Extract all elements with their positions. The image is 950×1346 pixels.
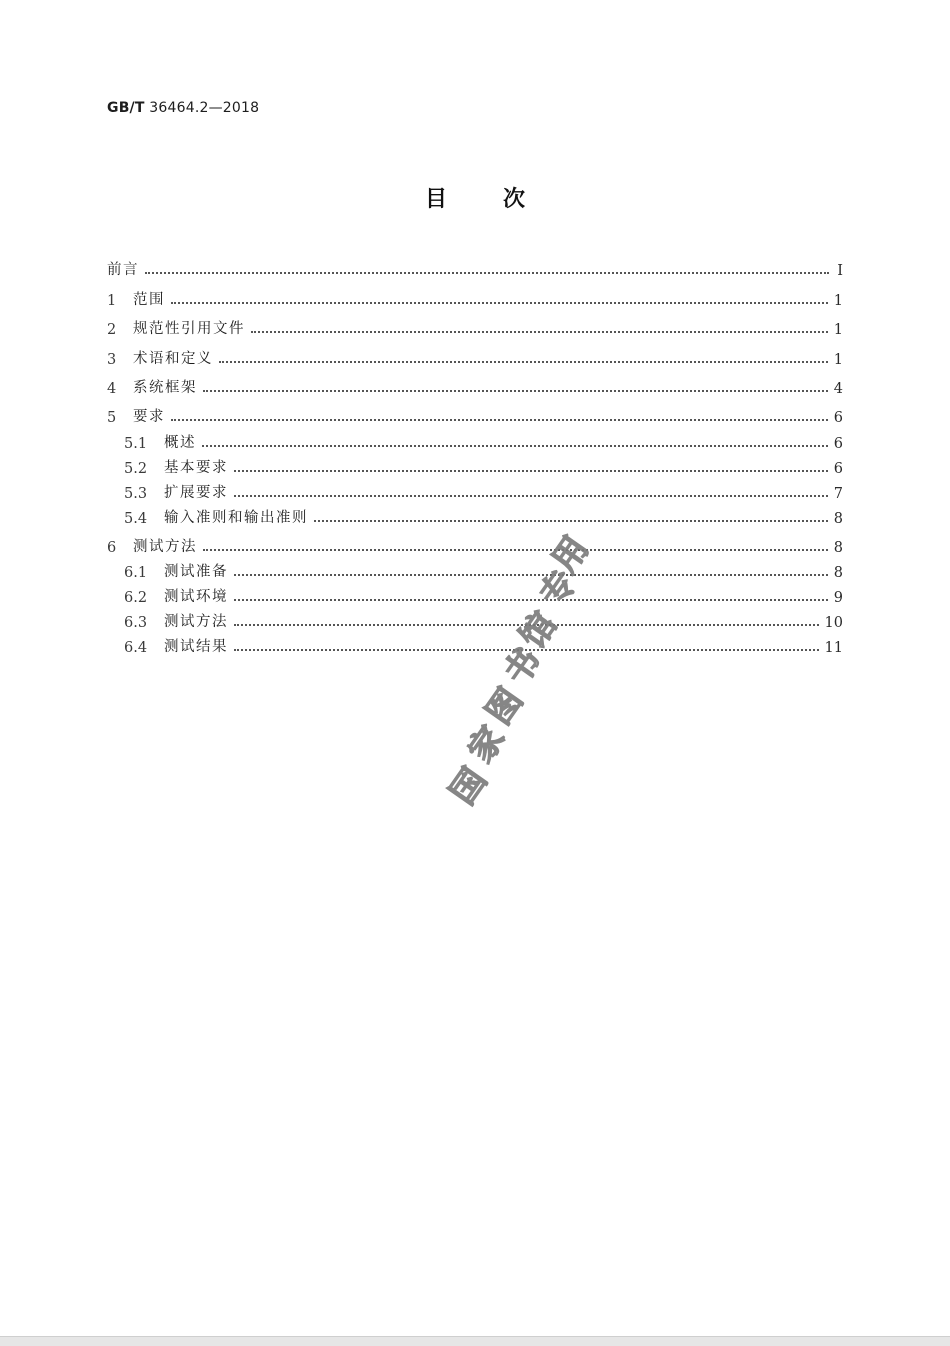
toc-entry-number: 1 <box>107 293 117 309</box>
toc-leader-dots <box>219 361 828 363</box>
watermark-char: 馆 <box>512 605 566 656</box>
toc-entry-title: 输入准则和输出准则 <box>164 510 308 526</box>
toc-entry-title: 测试准备 <box>164 564 228 580</box>
toc-entry-page: 8 <box>833 540 843 556</box>
toc-leader-dots <box>234 599 828 601</box>
toc-entry-preface[interactable] <box>107 259 843 279</box>
toc-leader-dots <box>202 445 828 447</box>
toc-entry-4[interactable] <box>107 377 843 397</box>
toc-entry-6-1[interactable] <box>107 561 843 581</box>
toc-title <box>0 182 950 213</box>
toc-entry-number: 6.2 <box>124 590 148 606</box>
toc-entry-5-3[interactable] <box>107 482 843 502</box>
toc-entry-page: 6 <box>833 410 843 426</box>
toc-entry-page: 7 <box>833 486 843 502</box>
toc-entry-1[interactable] <box>107 289 843 309</box>
toc-entry-5[interactable] <box>107 406 843 426</box>
toc-entry-title: 系统框架 <box>133 380 197 396</box>
watermark-char: 专 <box>532 563 586 614</box>
toc-title-part2: 次 <box>503 187 526 212</box>
toc-title-part1: 目 <box>424 187 447 212</box>
toc-leader-dots <box>171 419 828 421</box>
toc-entry-number: 6.1 <box>124 565 148 581</box>
toc-entry-number: 6.3 <box>124 615 148 631</box>
toc-entry-number: 4 <box>107 381 117 397</box>
toc-entry-5-4[interactable] <box>107 507 843 527</box>
toc-entry-number: 5.1 <box>124 436 148 452</box>
toc-entry-5-1[interactable] <box>107 432 843 452</box>
doc-code-prefix: GB/T <box>107 100 145 116</box>
toc-entry-title: 测试方法 <box>133 539 197 555</box>
toc-entry-title: 测试环境 <box>164 589 228 605</box>
toc-entry-page: 11 <box>824 640 843 656</box>
toc-entry-page: 1 <box>833 322 843 338</box>
toc-entry-number: 3 <box>107 352 117 368</box>
toc-entry-title: 扩展要求 <box>164 485 228 501</box>
toc-entry-number: 5.4 <box>124 511 148 527</box>
document-code <box>107 100 259 116</box>
toc-entry-number: 6.4 <box>124 640 148 656</box>
toc-leader-dots <box>234 624 819 626</box>
watermark-char: 图 <box>478 681 532 732</box>
toc-entry-6[interactable] <box>107 536 843 556</box>
toc-leader-dots <box>234 574 828 576</box>
toc-leader-dots <box>234 495 828 497</box>
toc-entry-number: 5 <box>107 410 117 426</box>
toc-entry-title: 测试方法 <box>164 614 228 630</box>
toc-entry-page: 1 <box>833 293 843 309</box>
watermark-char: 家 <box>460 719 514 770</box>
toc-entry-page: 8 <box>833 565 843 581</box>
toc-entry-page: 9 <box>833 590 843 606</box>
toc-leader-dots <box>314 520 828 522</box>
toc-entry-number: 5.2 <box>124 461 148 477</box>
toc-leader-dots <box>171 302 828 304</box>
doc-code-number: 36464.2—2018 <box>149 100 260 116</box>
toc-entry-title: 概述 <box>164 435 196 451</box>
toc-entry-title: 要求 <box>133 409 165 425</box>
toc-entry-title: 规范性引用文件 <box>133 321 245 337</box>
toc-entry-title: 测试结果 <box>164 639 228 655</box>
toc-entry-6-3[interactable] <box>107 611 843 631</box>
toc-entry-5-2[interactable] <box>107 457 843 477</box>
toc-entry-title: 基本要求 <box>164 460 228 476</box>
toc-entry-2[interactable] <box>107 318 843 338</box>
toc-entry-page: Ⅰ <box>837 263 843 279</box>
watermark-char: 书 <box>496 641 550 692</box>
toc-entry-page: 6 <box>833 436 843 452</box>
toc-entry-page: 1 <box>833 352 843 368</box>
watermark-char: 用 <box>544 529 598 580</box>
toc-entry-3[interactable] <box>107 348 843 368</box>
toc-entry-number: 2 <box>107 322 117 338</box>
toc-entry-title: 术语和定义 <box>133 351 213 367</box>
toc-entry-6-2[interactable] <box>107 586 843 606</box>
toc-entry-number: 6 <box>107 540 117 556</box>
toc-leader-dots <box>203 549 828 551</box>
toc-entry-6-4[interactable] <box>107 636 843 656</box>
toc-entry-title: 范围 <box>133 292 165 308</box>
toc-entry-page: 10 <box>824 615 843 631</box>
toc-entry-page: 4 <box>833 381 843 397</box>
watermark-char: 国 <box>442 761 496 812</box>
toc-leader-dots <box>234 649 819 651</box>
toc-entry-page: 6 <box>833 461 843 477</box>
toc-entry-number: 5.3 <box>124 486 148 502</box>
toc-leader-dots <box>203 390 828 392</box>
toc-leader-dots <box>251 331 828 333</box>
toc-entry-title: 前言 <box>107 262 139 278</box>
toc-leader-dots <box>145 272 829 274</box>
toc-leader-dots <box>234 470 828 472</box>
toc-entry-page: 8 <box>833 511 843 527</box>
